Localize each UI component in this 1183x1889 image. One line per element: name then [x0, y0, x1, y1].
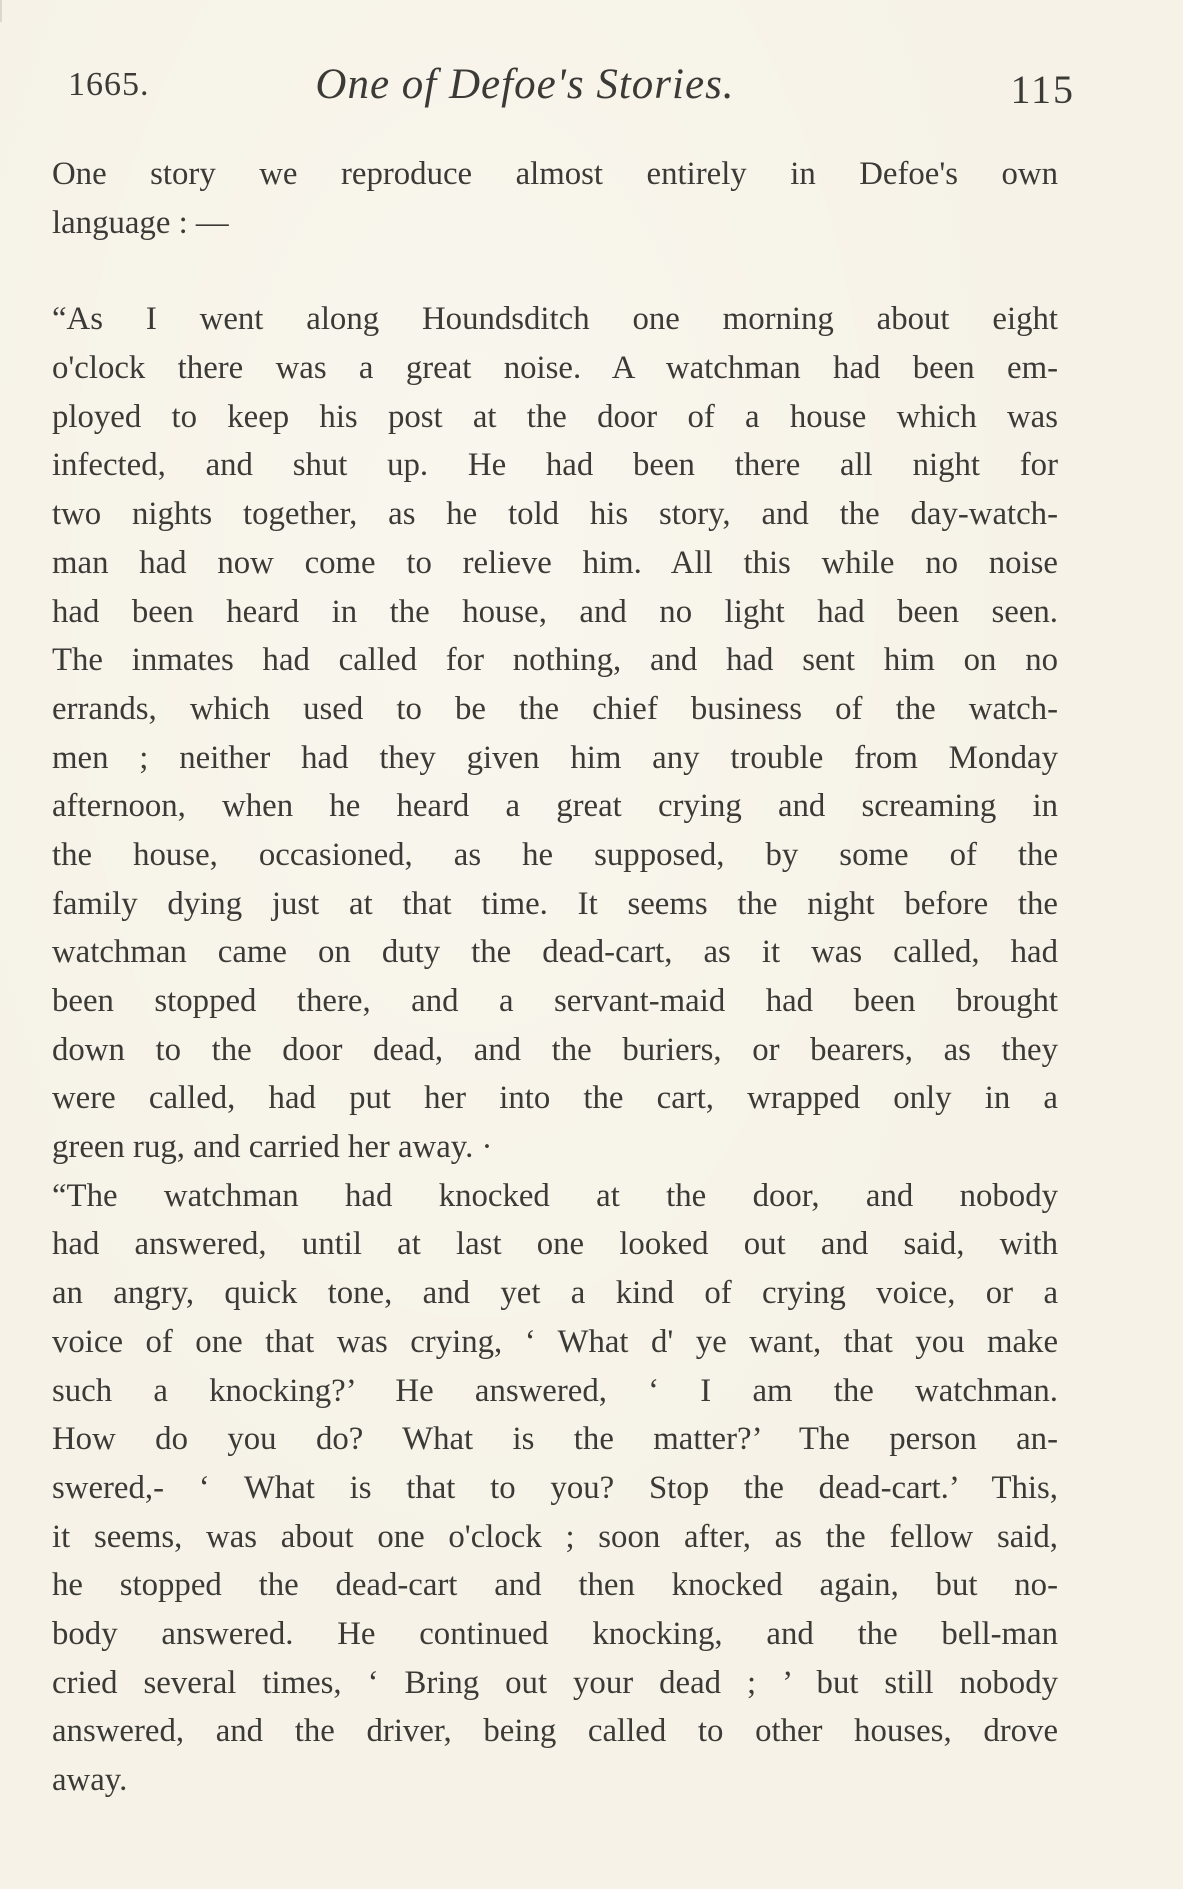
text-line: language : —	[52, 204, 229, 241]
paragraph-1	[52, 295, 1058, 1171]
text-line: an angry, quick tone, and yet a kind of crying voice, or a	[52, 1275, 1058, 1312]
text-line: men ; neither had they given him any trouble from Monday	[52, 739, 1058, 776]
text-line: errands, which used to be the chief business of the watch-	[52, 690, 1058, 727]
text-line: How do you do? What is the matter?’ The person an-	[52, 1421, 1058, 1458]
text-line: afternoon, when he heard a great crying and screaming in	[52, 788, 1058, 825]
text-line: “As I went along Houndsditch one morning about eight	[52, 301, 1058, 338]
text-line: The inmates had called for nothing, and had sent him on no	[52, 642, 1058, 679]
text-line: body answered. He continued knocking, and the bell-man	[52, 1615, 1058, 1652]
text-line: “The watchman had knocked at the door, and nobody	[52, 1177, 1058, 1214]
text-line: swered,- ‘ What is that to you? Stop the dead-cart.’ This,	[52, 1469, 1058, 1506]
text-line: two nights together, as he told his story, and the day-watch-	[52, 496, 1058, 533]
text-line: infected, and shut up. He had been there all night for	[52, 447, 1058, 484]
text-line: away.	[52, 1762, 128, 1798]
text-line: he stopped the dead-cart and then knocked again, but no-	[52, 1567, 1058, 1604]
text-line: family dying just at that time. It seems the night before the	[52, 885, 1058, 922]
text-line: green rug, and carried her away. ·	[52, 1129, 493, 1166]
text-line: answered, and the driver, being called to other houses, drove	[52, 1713, 1058, 1750]
text-line: o'clock there was a great noise. A watchman had been em-	[52, 350, 1058, 387]
text-line: One story we reproduce almost entirely in Defoe's own	[52, 156, 1058, 192]
page-edge-mark	[0, 0, 2, 22]
text-line: were called, had put her into the cart, wrapped only in a	[52, 1080, 1058, 1117]
text-line: cried several times, ‘ Bring out your dead ; ’ but still nobody	[52, 1664, 1058, 1701]
text-line: man had now come to relieve him. All this while no noise	[52, 544, 1058, 581]
paragraph-2	[52, 1172, 1058, 1805]
text-line: down to the door dead, and the buriers, or bearers, as they	[52, 1031, 1058, 1068]
text-line: been stopped there, and a servant-maid had been brought	[52, 983, 1058, 1019]
text-line: had answered, until at last one looked out and said, with	[52, 1226, 1058, 1263]
text-line: such a knocking?’ He answered, ‘ I am the watchman.	[52, 1372, 1058, 1409]
page-number: 115	[1010, 67, 1075, 112]
text-line: watchman came on duty the dead-cart, as it was called, had	[52, 934, 1058, 971]
text-line: the house, occasioned, as he supposed, by some of the	[52, 836, 1058, 873]
running-head-year: 1665.	[68, 66, 150, 103]
running-head-title: One of Defoe's Stories.	[315, 61, 735, 108]
intro-paragraph	[52, 150, 1058, 247]
text-line: ployed to keep his post at the door of a house which was	[52, 398, 1058, 435]
text-line: had been heard in the house, and no light had been seen.	[52, 593, 1058, 630]
text-line: it seems, was about one o'clock ; soon after, as the fellow said,	[52, 1518, 1058, 1555]
body-text	[52, 150, 1058, 1805]
text-line: voice of one that was crying, ‘ What d' ye want, that you make	[52, 1323, 1058, 1360]
running-head	[0, 60, 1183, 110]
